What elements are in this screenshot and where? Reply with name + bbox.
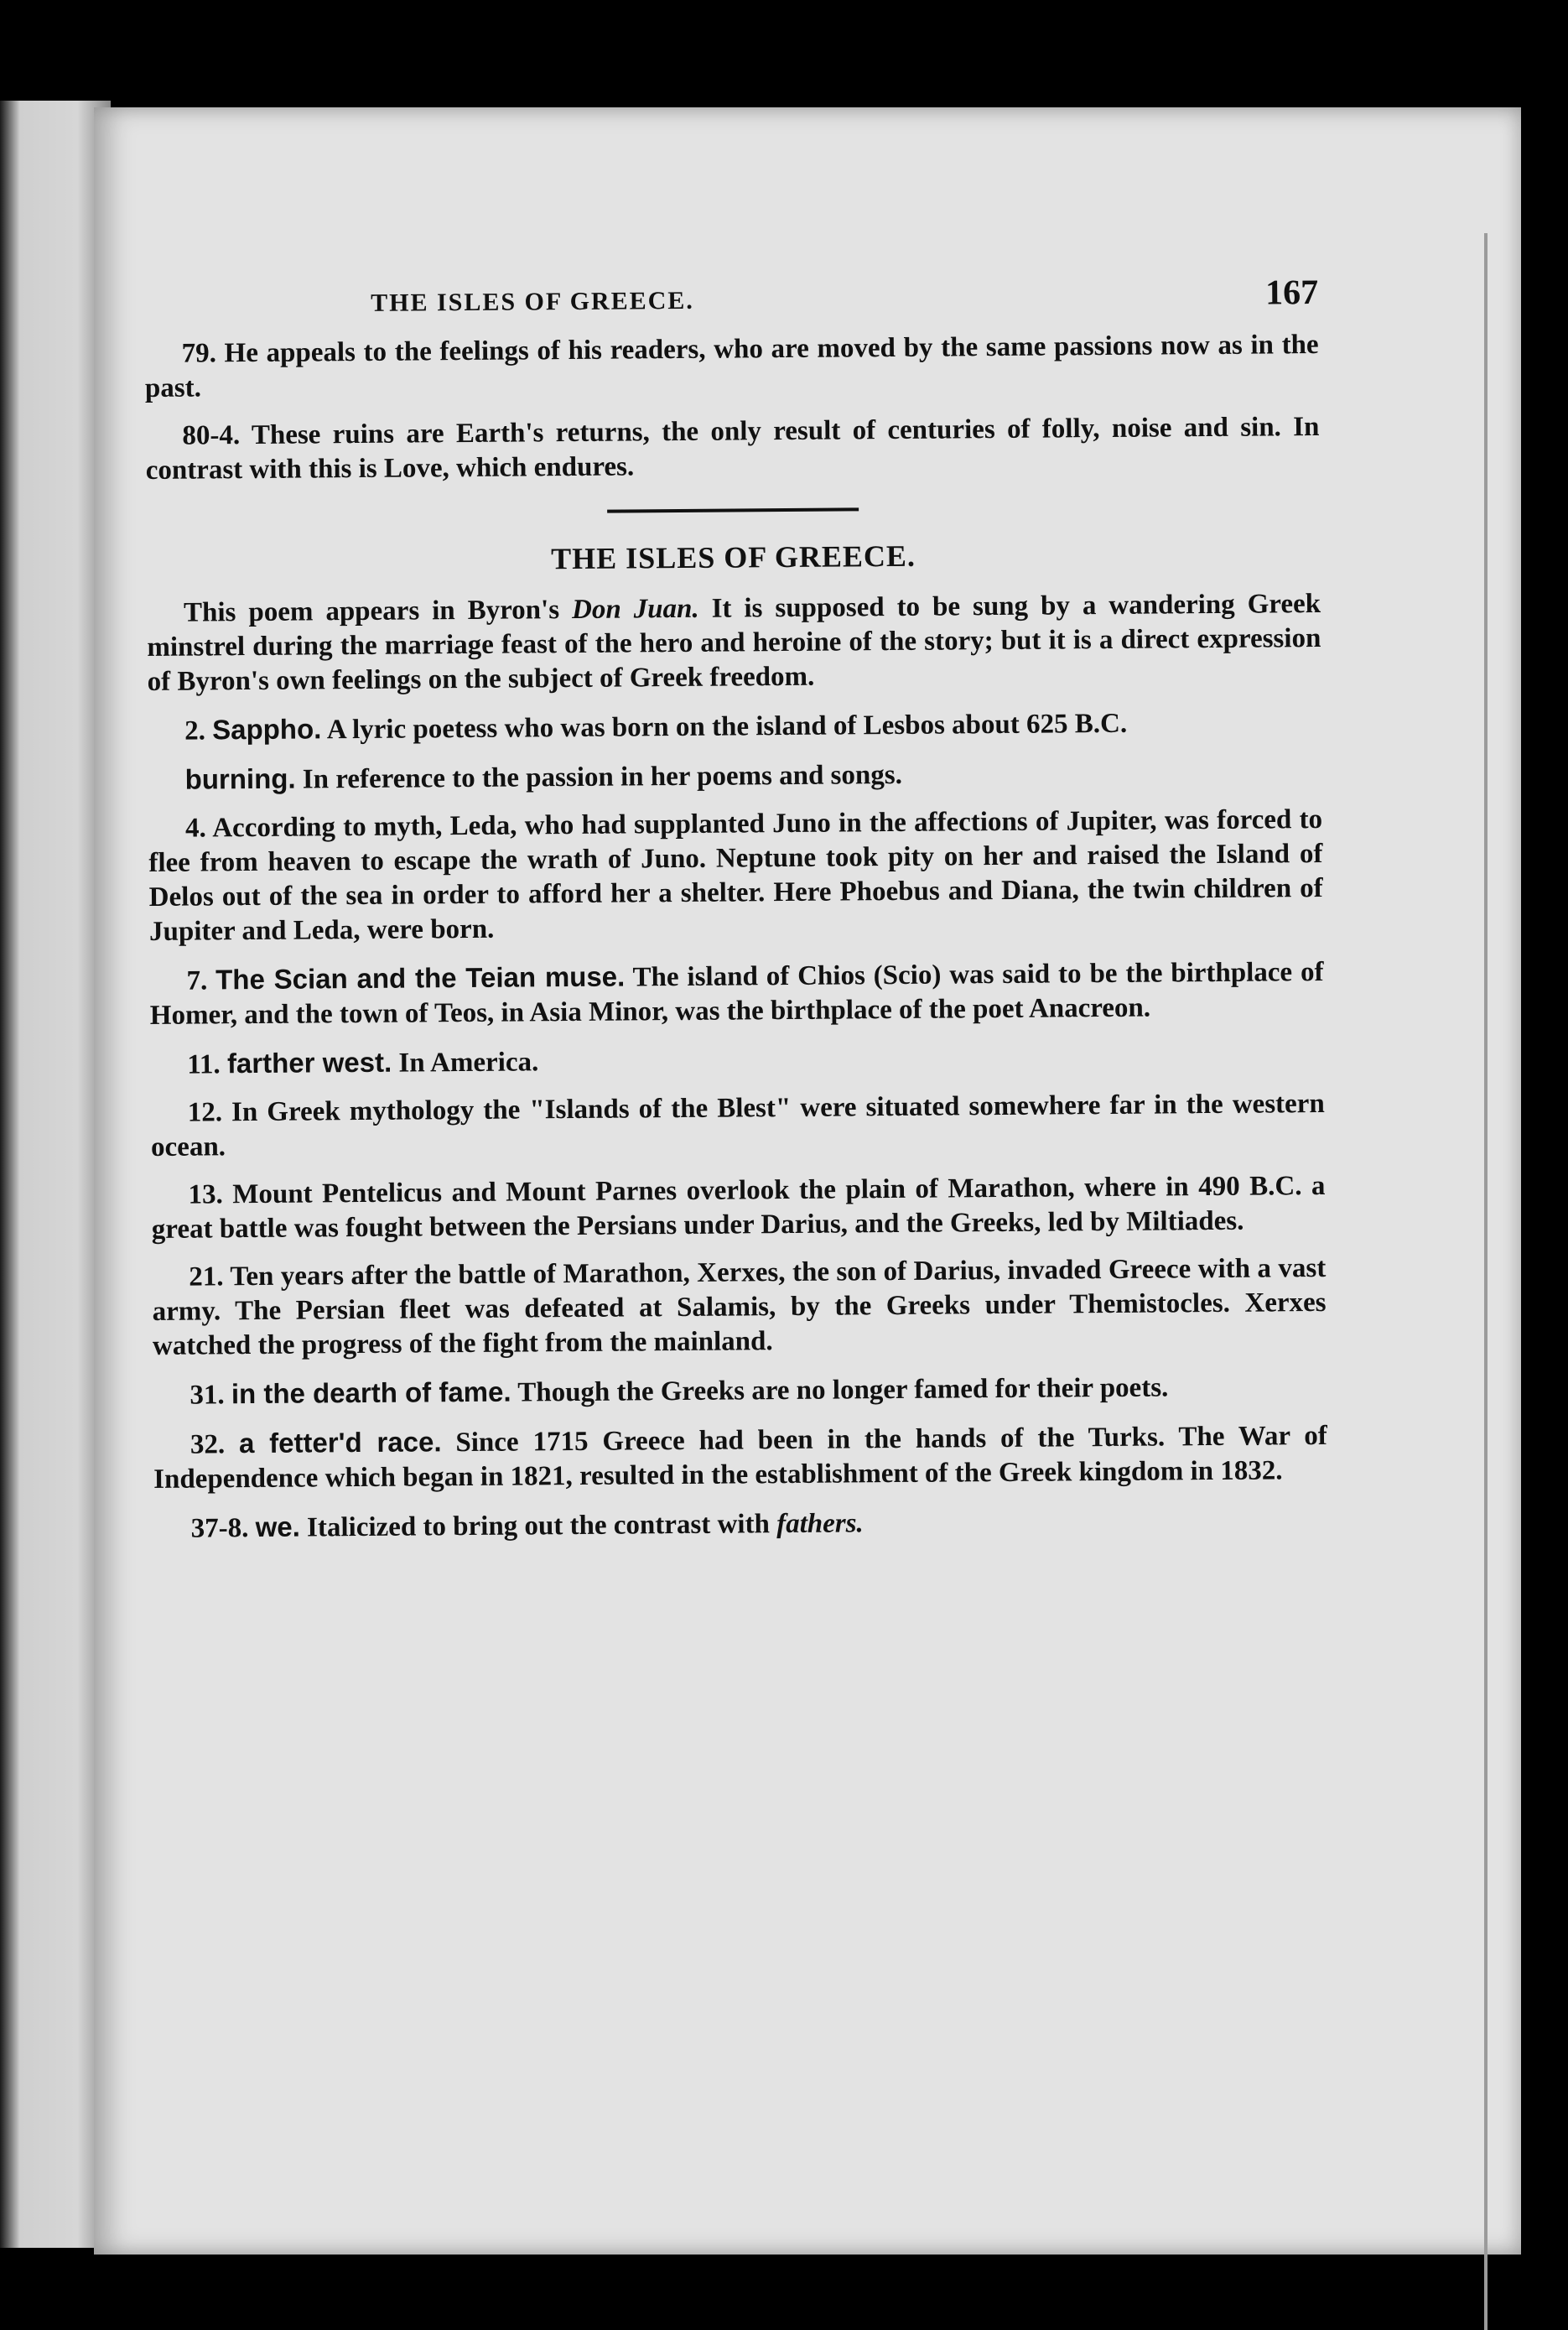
note-text: Though the Greeks are no longer famed for their poets. xyxy=(517,1372,1169,1408)
note-text: In reference to the passion in her poems and songs. xyxy=(302,759,903,795)
intro-paragraph xyxy=(147,587,1321,700)
note-37-8 xyxy=(153,1501,1327,1547)
note-number: 21. xyxy=(189,1261,224,1292)
note-2 xyxy=(148,704,1321,749)
note-label: in the dearth of fame. xyxy=(231,1376,511,1410)
note-4 xyxy=(148,803,1323,949)
note-79 xyxy=(144,328,1319,406)
note-number: 32. xyxy=(190,1429,226,1460)
note-label: a fetter'd race. xyxy=(238,1426,442,1459)
note-number: 80-4. xyxy=(182,420,241,451)
note-italic-word: fathers. xyxy=(776,1508,864,1540)
note-number: 4. xyxy=(184,813,206,844)
page-text xyxy=(144,273,1328,1560)
note-13 xyxy=(151,1169,1326,1247)
note-text: These ruins are Earth's returns, the only result of centuries of folly, noise and sin. In contrast with this is Love, which endures. xyxy=(145,411,1320,486)
page-number: 167 xyxy=(1264,273,1319,313)
note-label: burning. xyxy=(184,762,296,795)
note-number: 37-8. xyxy=(190,1513,249,1544)
note-12 xyxy=(151,1087,1326,1165)
section-divider xyxy=(607,507,859,512)
section-title: THE ISLES OF GREECE. xyxy=(551,538,916,576)
intro-text-end: It is supposed to be sung by a wandering Greek minstrel during the marriage feast of the hero and heroine of the story; but it is a direct expression of Byron's own feelings on the subject of Greek freedom. xyxy=(147,588,1321,697)
note-text: Ten years after the battle of Marathon, Xerxes, the son of Darius, invaded Greece with a vast army. The Persian fleet was defeated at Salamis, by the Greeks under Themistocles. Xerxes watched the progress of the fight from the mainland. xyxy=(152,1252,1327,1361)
note-number: 79. xyxy=(181,338,217,369)
note-label: Sappho. xyxy=(212,713,322,746)
note-31 xyxy=(153,1368,1327,1413)
note-number: 12. xyxy=(187,1097,223,1128)
note-text: Mount Pentelicus and Mount Parnes overlook the plain of Marathon, where in 490 B.C. a great battle was fought between the Persians under Darius, and the Greeks, led by Miltiades. xyxy=(151,1170,1326,1245)
note-text: In America. xyxy=(398,1047,539,1079)
note-label: The Scian and the Teian muse. xyxy=(215,960,626,996)
note-text: According to myth, Leda, who had supplanted Juno in the affections of Jupiter, was forced to flee from heaven to escape the wrath of Juno. Neptune took pity on her and raised the Island of Delos out of the sea in order to afford her a shelter. Here Phoebus and Diana, the twin children of Jupiter and Leda, were born. xyxy=(148,804,1323,947)
note-label: we. xyxy=(255,1511,300,1543)
note-80-4 xyxy=(145,410,1320,488)
note-burning xyxy=(148,753,1321,798)
note-text: Italicized to bring out the contrast with xyxy=(306,1509,771,1543)
note-number: 2. xyxy=(184,715,206,746)
note-32 xyxy=(153,1417,1328,1497)
note-7 xyxy=(149,954,1324,1033)
note-number: 7. xyxy=(186,965,208,996)
intro-text-start: This poem appears in Byron's xyxy=(183,595,560,628)
note-number: 11. xyxy=(187,1049,221,1080)
note-text: Since 1715 Greece had been in the hands of the Turks. The War of Independence which began in 1821, resulted in the establishment of the Greek kingdom in 1832. xyxy=(153,1420,1327,1495)
note-21 xyxy=(152,1251,1327,1364)
note-text: In Greek mythology the "Islands of the Blest" were situated somewhere far in the western ocean. xyxy=(150,1088,1325,1162)
note-text: He appeals to the feelings of his readers, who are moved by the same passions now as in the past. xyxy=(144,330,1319,403)
intro-italic-title: Don Juan. xyxy=(571,593,699,626)
note-11 xyxy=(150,1038,1324,1083)
running-title: THE ISLES OF GREECE. xyxy=(371,286,694,317)
note-label: farther west. xyxy=(226,1046,392,1079)
note-text: A lyric poetess who was born on the island of Lesbos about 625 B.C. xyxy=(326,708,1128,746)
note-number: 13. xyxy=(188,1179,223,1210)
note-text: The island of Chios (Scio) was said to be the birthplace of Homer, and the town of Teos, in Asia Minor, was the birthplace of the poet Anacreon. xyxy=(149,956,1324,1031)
page-edge-line xyxy=(1484,233,1488,2330)
note-number: 31. xyxy=(190,1380,225,1411)
